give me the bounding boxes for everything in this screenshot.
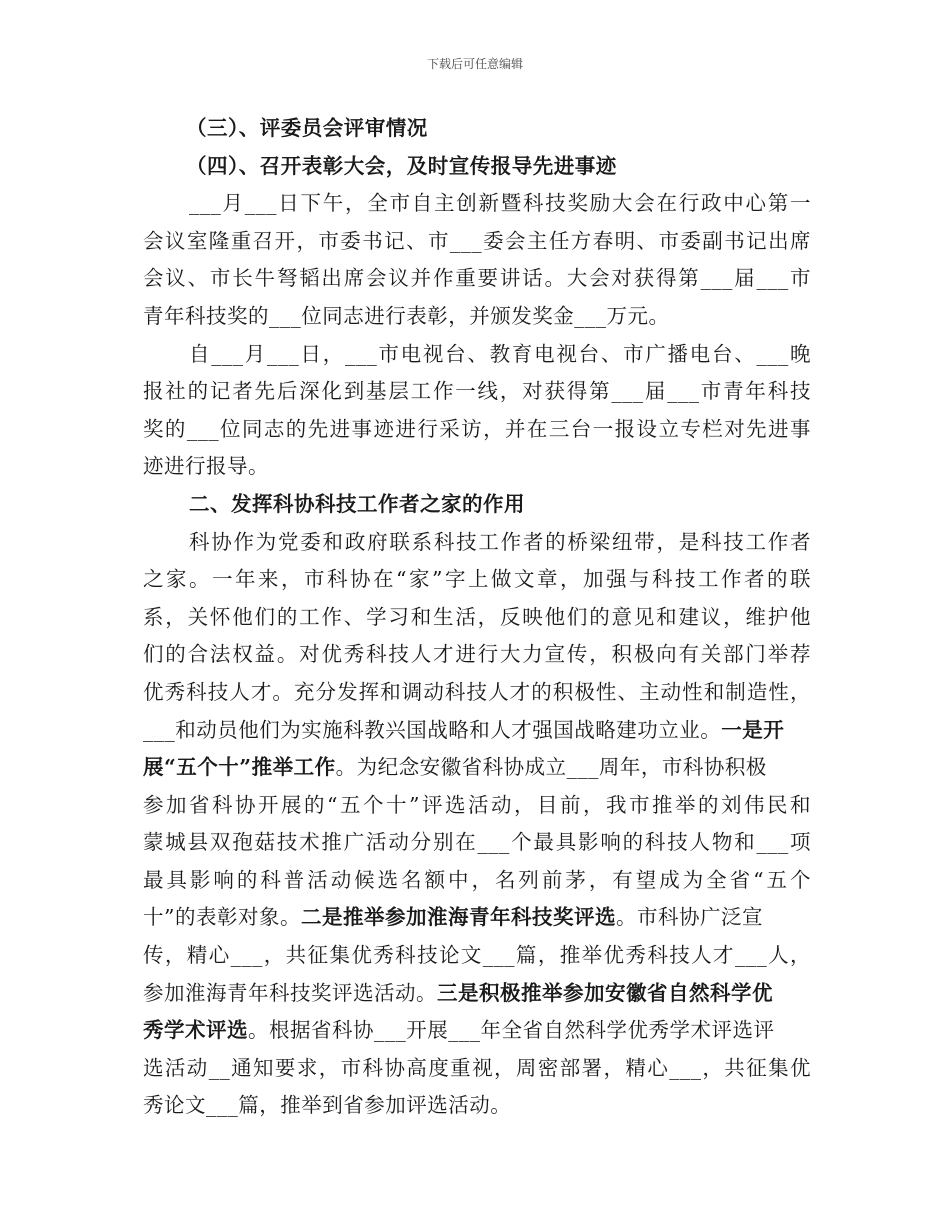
paragraph-line bbox=[143, 1012, 811, 1050]
paragraph-line bbox=[143, 899, 811, 937]
paragraph-line: 传，精心___，共征集优秀科技论文___篇，推举优秀科技人才___人， bbox=[143, 943, 811, 968]
paragraph-line: 迹进行报导。 bbox=[143, 454, 269, 479]
paragraph-line: 之家。一年来，市科协在“家”字上做文章，加强与科技工作者的联 bbox=[143, 567, 811, 592]
document-body bbox=[143, 110, 811, 1125]
heading-3: （三）、评委员会评审情况 bbox=[186, 116, 428, 140]
emphasis-run: 二是推举参加淮海青年科技奖评选 bbox=[300, 905, 616, 930]
emphasis-run: 秀学术评选 bbox=[143, 1018, 248, 1043]
paragraph-line: 秀论文___篇，推举到省参加评选活动。 bbox=[143, 1093, 512, 1118]
text-run: ___和动员他们为实施科教兴国战略和人才强国战略建功立业。 bbox=[143, 717, 722, 742]
paragraph-1 bbox=[143, 185, 811, 335]
text-run: 。为纪念安徽省科协成立___周年，市科协积极 bbox=[335, 755, 767, 780]
paragraph-line: ___月___日下午，全市自主创新暨科技奖励大会在行政中心第一 bbox=[189, 191, 811, 216]
text-run: 十”的表彰对象。 bbox=[143, 905, 301, 930]
paragraph-line: 参加省科协开展的“五个十”评选活动，目前，我市推举的刘伟民和 bbox=[143, 792, 811, 817]
paragraph-line: 优秀科技人才。充分发挥和调动科技人才的积极性、主动性和制造性， bbox=[143, 679, 811, 704]
text-run: 参加淮海青年科技奖评选活动。 bbox=[143, 980, 437, 1005]
emphasis-run: 三是积极推举参加安徽省自然科学优 bbox=[437, 980, 773, 1005]
paragraph-line bbox=[143, 975, 811, 1013]
page-header: 下载后可任意编辑 bbox=[426, 57, 523, 71]
paragraph-line: 青年科技奖的___位同志进行表彰，并颁发奖金___万元。 bbox=[143, 303, 670, 328]
paragraph-line: 会议、市长牛弩韬出席会议并作重要讲话。大会对获得第___届___市 bbox=[143, 266, 811, 291]
text-run: 。市科协广泛宣 bbox=[615, 905, 763, 930]
paragraph-3 bbox=[143, 524, 811, 1126]
paragraph-line bbox=[143, 749, 811, 787]
text-run: 。根据省科协___开展___年全省自然科学优秀学术评选评 bbox=[248, 1018, 775, 1043]
paragraph-line: 自___月___日，___市电视台、教育电视台、市广播电台、___晚 bbox=[189, 341, 811, 366]
paragraph-line: 报社的记者先后深化到基层工作一线，对获得第___届___市青年科技 bbox=[143, 379, 811, 404]
paragraph-line: 蒙城县双孢菇技术推广活动分别在___个最具影响的科技人物和___项 bbox=[143, 830, 811, 855]
paragraph-line: 会议室隆重召开，市委书记、市___委会主任方春明、市委副书记出席 bbox=[143, 228, 811, 253]
paragraph-line: 选活动__通知要求，市科协高度重视，周密部署，精心___，共征集优 bbox=[143, 1055, 811, 1080]
section-2-heading: 二、发挥科协科技工作者之家的作用 bbox=[189, 491, 525, 516]
paragraph-line: 们的合法权益。对优秀科技人才进行大力宣传，积极向有关部门举荐 bbox=[143, 642, 811, 667]
emphasis-run: 展“五个十”推举工作 bbox=[143, 755, 336, 780]
paragraph-line: 科协作为党委和政府联系科技工作者的桥梁纽带，是科技工作者 bbox=[189, 529, 811, 554]
paragraph-line: 最具影响的科普活动候选名额中，名列前茅，有望成为全省“五个 bbox=[143, 867, 811, 892]
heading-4: （四）、召开表彰大会，及时宣传报导先进事迹 bbox=[186, 153, 617, 178]
emphasis-run: 一是开 bbox=[721, 717, 785, 742]
paragraph-line: 系，关怀他们的工作、学习和生活，反映他们的意见和建议，维护他 bbox=[143, 604, 811, 629]
paragraph-line: 奖的___位同志的先进事迹进行采访，并在三台一报设立专栏对先进事 bbox=[143, 416, 811, 441]
paragraph-line bbox=[143, 712, 811, 750]
paragraph-2 bbox=[143, 336, 811, 486]
